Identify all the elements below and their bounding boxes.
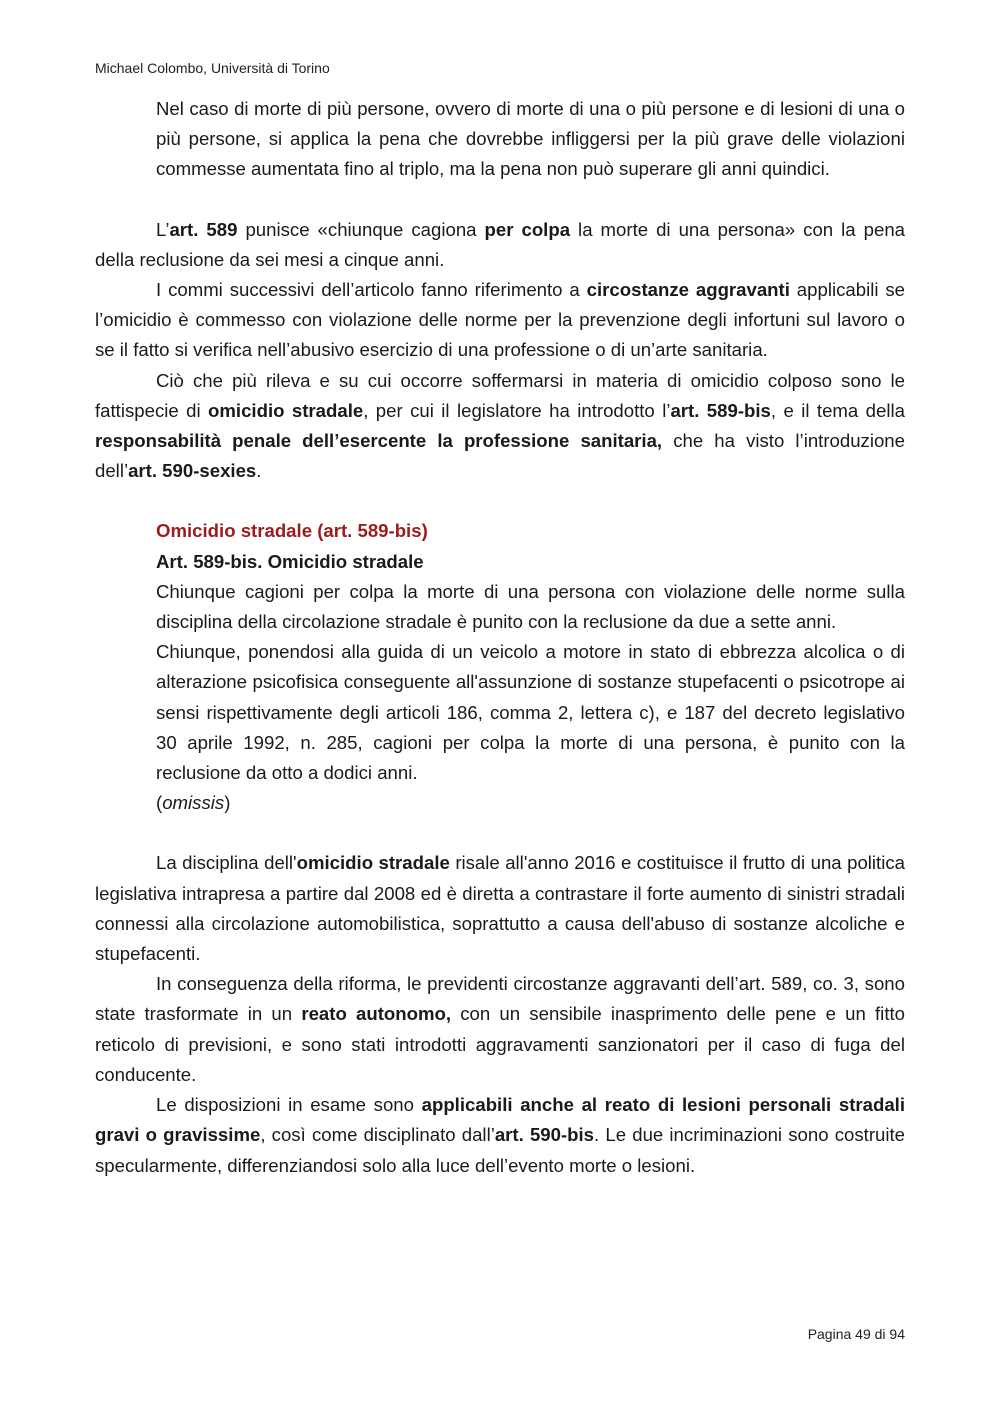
bold-text: responsabilità penale dell’esercente la professione sanitaria, bbox=[95, 430, 663, 452]
text: . bbox=[256, 460, 262, 482]
bold-text: omicidio stradale bbox=[296, 852, 450, 874]
page-number: Pagina 49 di 94 bbox=[807, 1326, 905, 1342]
paragraph-art-589 bbox=[95, 215, 905, 275]
bold-text: per colpa bbox=[484, 218, 571, 240]
text: , per cui il legislatore ha introdotto l’ bbox=[363, 399, 671, 421]
bold-text: omicidio stradale bbox=[208, 399, 364, 421]
text: Ciò che più rileva e su cui occorre soffermarsi in materia di omicidio colposo sono le fattispecie di bbox=[95, 369, 905, 421]
text: la morte di una persona» con la pena della reclusione da sei mesi a cinque anni. bbox=[95, 218, 906, 270]
text: , e il tema della bbox=[770, 399, 905, 421]
bold-text: art. 590-sexies bbox=[128, 460, 257, 482]
italic-text: omissis bbox=[162, 792, 225, 814]
bold-text: art. 590-bis bbox=[494, 1124, 595, 1146]
text: La disciplina dell' bbox=[156, 852, 297, 874]
bold-text: applicabili anche al reato di lesioni personali stradali gravi o gravissime bbox=[95, 1094, 905, 1146]
page-body bbox=[95, 94, 905, 1181]
text: I commi successivi dell’articolo fanno riferimento a bbox=[156, 279, 587, 301]
text: Le disposizioni in esame sono bbox=[156, 1094, 422, 1116]
bold-text: circostanze aggravanti bbox=[586, 279, 790, 301]
text: punisce «chiunque cagiona bbox=[237, 218, 485, 240]
spacer bbox=[95, 185, 905, 215]
article-paragraph: Chiunque, ponendosi alla guida di un veicolo a motore in stato di ebbrezza alcolica o di alterazione psicofisica conseguente all'assunzione di sostanze stupefacenti o psicotrope ai sensi rispettivamente degli articoli 186, comma 2, lettera c), e 187 del decreto legislativo 30 aprile 1992, n. 285, cagioni per colpa la morte di una persona, è punito con la reclusione da otto a dodici anni. bbox=[156, 641, 905, 784]
block-quote: Nel caso di morte di più persone, ovvero di morte di una o più persone e di lesioni di una o più persone, si applica la pena che dovrebbe infliggersi per la più grave delle violazioni commesse aumentata fino al triplo, ma la pena non può superare gli anni quindici. bbox=[156, 98, 905, 180]
article-paragraph: Chiunque cagioni per colpa la morte di una persona con violazione delle norme sulla disciplina della circolazione stradale è punito con la reclusione da due a sette anni. bbox=[156, 580, 905, 633]
paragraph-disciplina bbox=[95, 848, 905, 969]
text: ( bbox=[156, 792, 163, 814]
section-heading: Omicidio stradale (art. 589-bis) bbox=[156, 520, 428, 542]
text: L’ bbox=[156, 218, 170, 240]
article-text bbox=[156, 577, 905, 819]
text: , così come disciplinato dall’ bbox=[260, 1124, 495, 1146]
text: applicabili se l’omicidio è commesso con violazione delle norme per la prevenzione degli infortuni sul lavoro o se il fatto si verifica nell’abusivo esercizio di una professione o di un’arte sanitaria. bbox=[95, 279, 905, 361]
bold-text: art. 589 bbox=[169, 218, 238, 240]
paragraph-disposizioni bbox=[95, 1090, 905, 1181]
text: In conseguenza della riforma, le previdenti circostanze aggravanti dell’art. 589, co. 3, sono state trasformate in un bbox=[95, 973, 905, 1025]
paragraph-riforma bbox=[95, 969, 905, 1090]
text: risale all'anno 2016 e costituisce il frutto di una politica legislativa intrapresa a partire dal 2008 ed è diretta a contrastare il forte aumento di sinistri stradali connessi alla circolazione automobilistica, soprattutto a causa dell'abuso di sostanze alcoliche e stupefacenti. bbox=[95, 852, 905, 965]
bold-text: art. 589-bis bbox=[670, 399, 771, 421]
article-title: Art. 589-bis. Omicidio stradale bbox=[156, 550, 424, 572]
omissis-note bbox=[156, 788, 905, 818]
text: con un sensibile inasprimento delle pene e un fitto reticolo di previsioni, e sono stati introdotti aggravamenti sanzionatori per il caso di fuga del conducente. bbox=[95, 1003, 905, 1085]
paragraph-aggravanti bbox=[95, 275, 905, 366]
text: . Le due incriminazioni sono costruite specularmente, differenziandosi solo alla luce dell’evento morte o lesioni. bbox=[95, 1124, 906, 1176]
text: ) bbox=[224, 792, 231, 814]
page-header: Michael Colombo, Università di Torino bbox=[95, 60, 330, 76]
spacer bbox=[95, 818, 905, 848]
spacer bbox=[95, 486, 905, 516]
paragraph-omicidio-colposo bbox=[95, 366, 905, 487]
text: che ha visto l’introduzione dell’ bbox=[95, 430, 905, 482]
bold-text: reato autonomo, bbox=[301, 1003, 452, 1025]
